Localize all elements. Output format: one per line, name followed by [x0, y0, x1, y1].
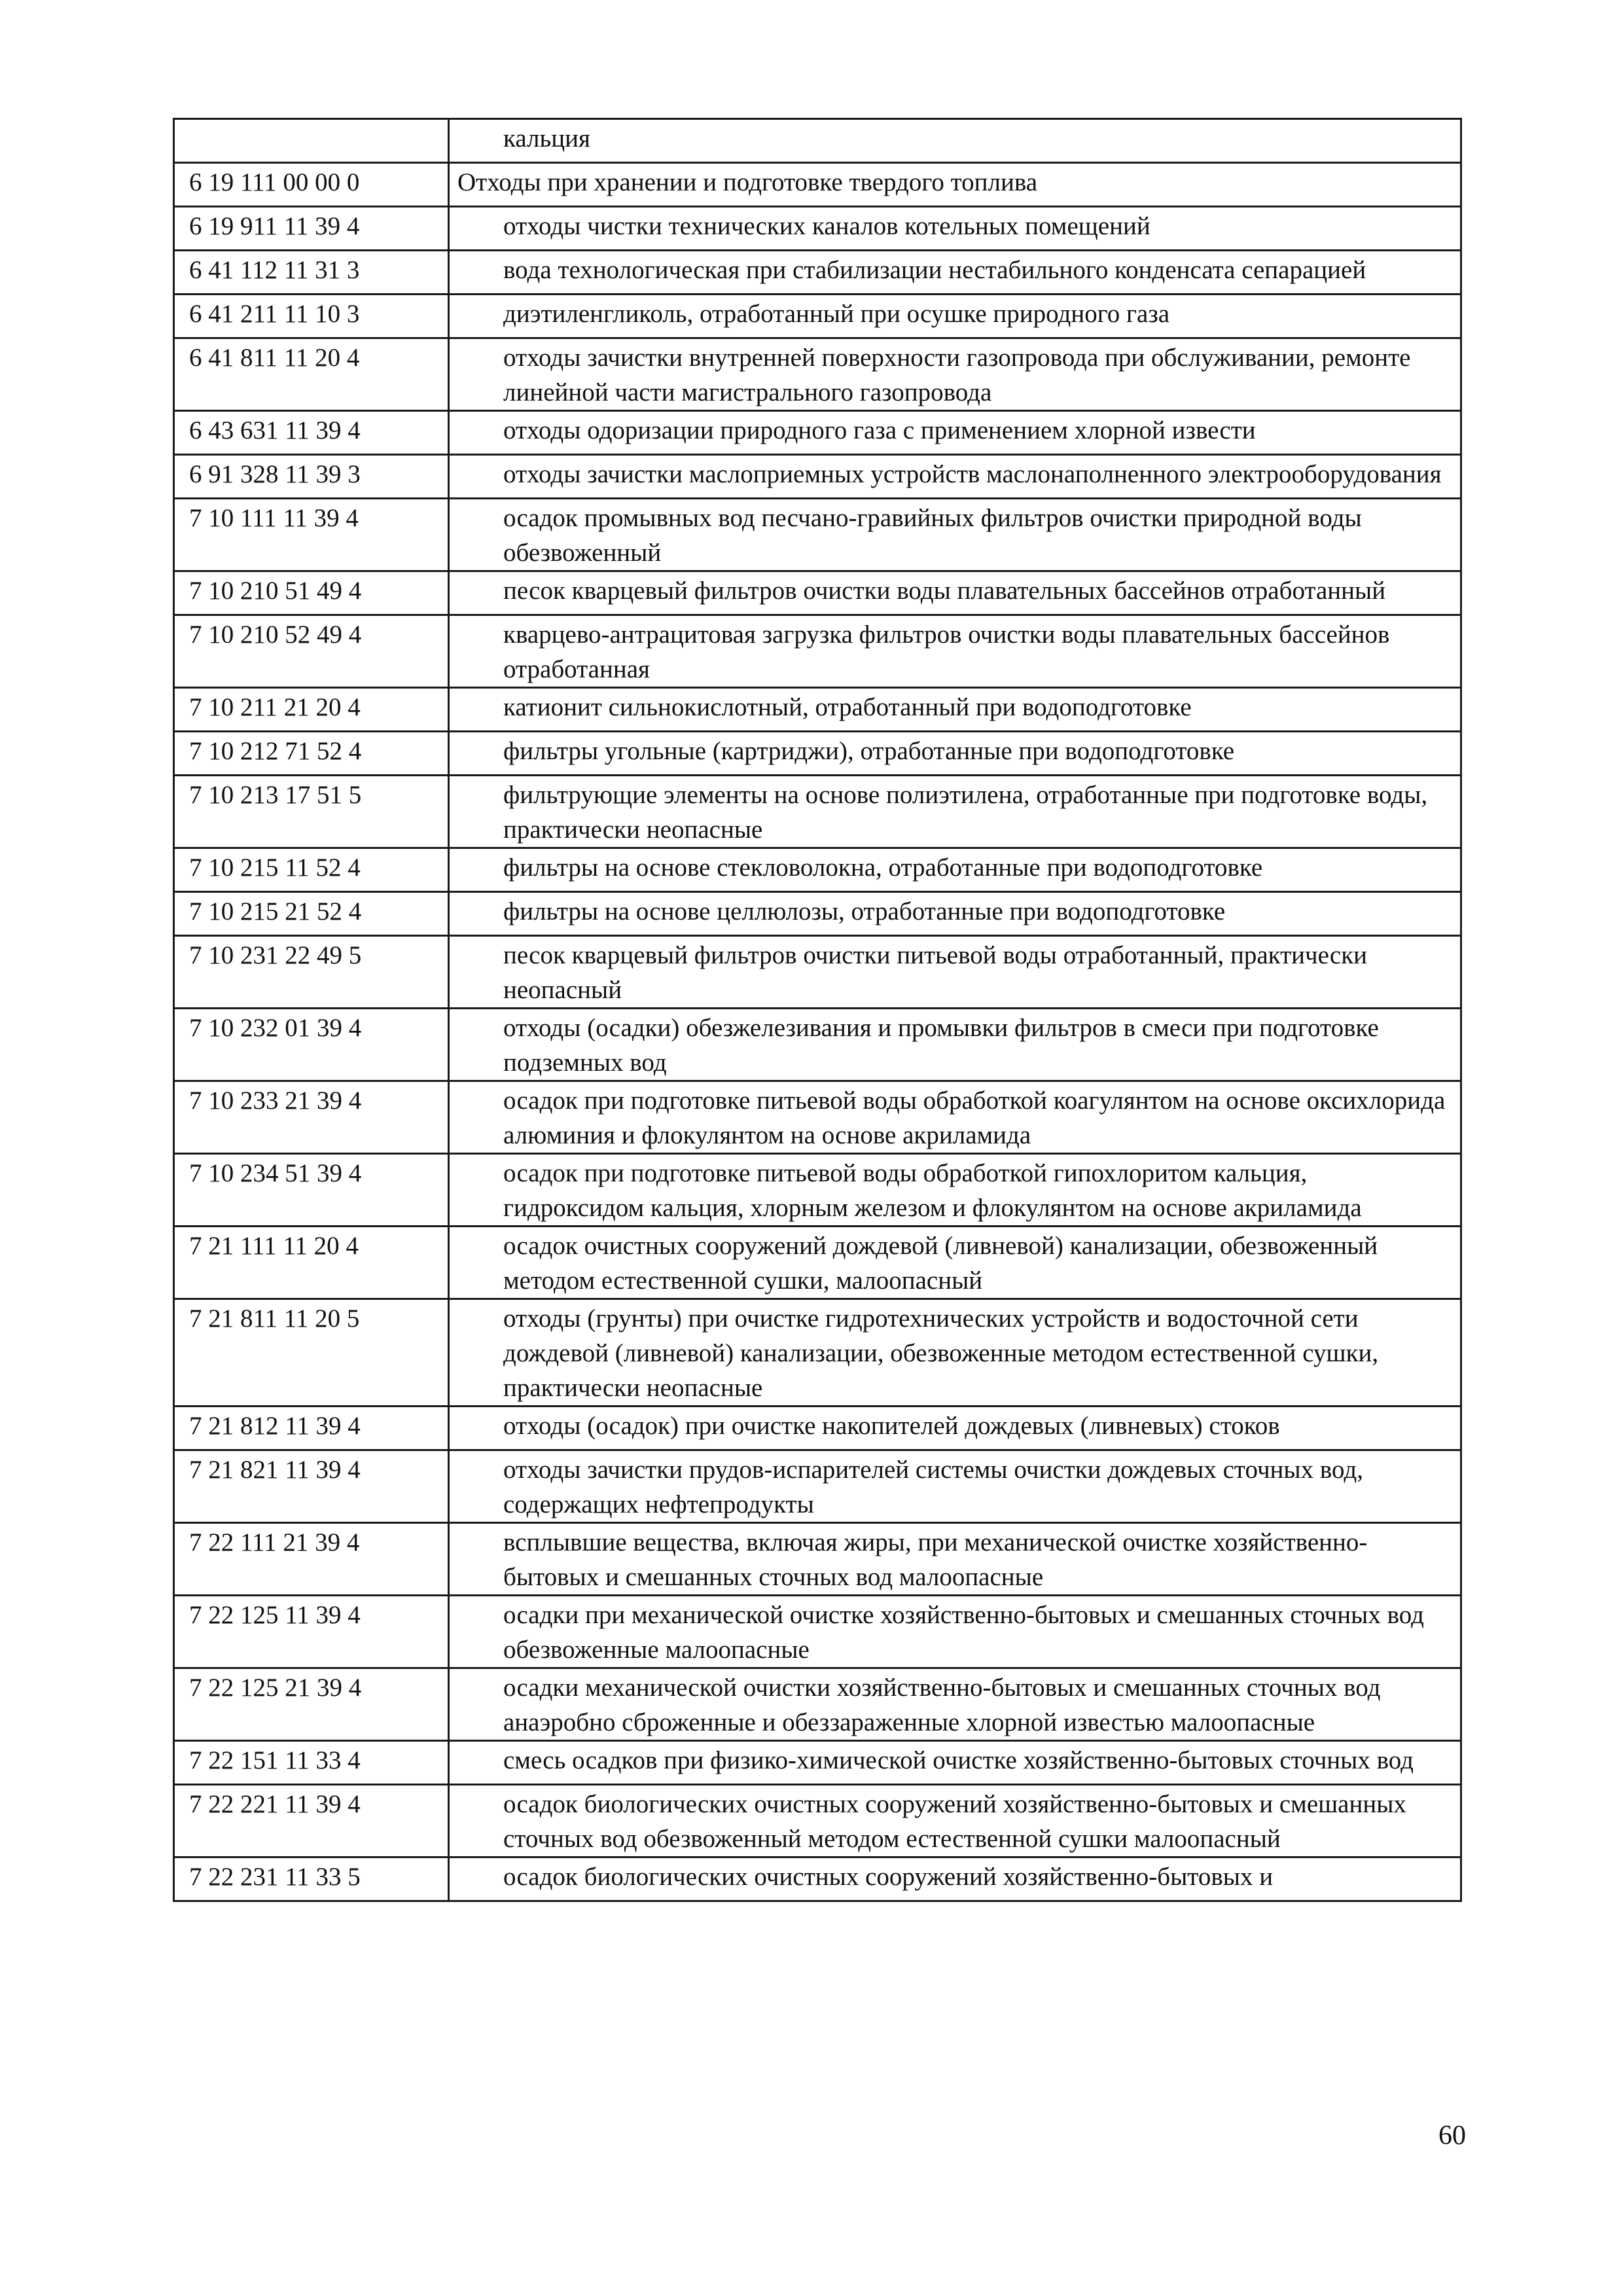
- waste-code-cell: 7 10 211 21 20 4: [174, 688, 449, 732]
- waste-code-cell: 6 43 631 11 39 4: [174, 411, 449, 455]
- page-number: 60: [1438, 2121, 1466, 2151]
- waste-code-cell: 6 41 211 11 10 3: [174, 295, 449, 338]
- table-row: [174, 1785, 1461, 1857]
- table-row: [174, 455, 1461, 499]
- waste-code-cell: [174, 119, 449, 163]
- waste-code-cell: 7 22 151 11 33 4: [174, 1741, 449, 1785]
- waste-description-cell: фильтры на основе целлюлозы, отработанные при водоподготовке: [449, 892, 1461, 936]
- waste-code-cell: 6 19 911 11 39 4: [174, 207, 449, 251]
- table-row: [174, 411, 1461, 455]
- table-row: [174, 1299, 1461, 1407]
- waste-code-cell: 7 22 125 21 39 4: [174, 1668, 449, 1741]
- waste-code-cell: 7 22 125 11 39 4: [174, 1596, 449, 1668]
- waste-description-cell: отходы зачистки прудов-испарителей системы очистки дождевых сточных вод, содержащих нефтепродукты: [449, 1450, 1461, 1523]
- table-row: [174, 732, 1461, 776]
- table-row: [174, 1407, 1461, 1450]
- waste-code-cell: 7 10 212 71 52 4: [174, 732, 449, 776]
- table-row: [174, 1741, 1461, 1785]
- table-row: [174, 615, 1461, 688]
- waste-description-cell: отходы зачистки маслоприемных устройств маслонаполненного электрооборудования: [449, 455, 1461, 499]
- waste-description-cell: отходы (осадки) обезжелезивания и промывки фильтров в смеси при подготовке подземных вод: [449, 1009, 1461, 1081]
- table-row: [174, 1668, 1461, 1741]
- waste-code-cell: 7 10 210 52 49 4: [174, 615, 449, 688]
- waste-description-cell: кальция: [449, 119, 1461, 163]
- table-row: [174, 251, 1461, 295]
- waste-description-cell: фильтры на основе стекловолокна, отработанные при водоподготовке: [449, 848, 1461, 892]
- waste-description-cell: катионит сильнокислотный, отработанный при водоподготовке: [449, 688, 1461, 732]
- table-row: [174, 571, 1461, 615]
- table-row: [174, 1009, 1461, 1081]
- waste-description-cell: кварцево-антрацитовая загрузка фильтров очистки воды плавательных бассейнов отработанная: [449, 615, 1461, 688]
- table-row: [174, 1450, 1461, 1523]
- table-row: [174, 119, 1461, 163]
- waste-description-cell: осадки механической очистки хозяйственно-бытовых и смешанных сточных вод анаэробно сброженные и обеззараженные хлорной известью малоопасные: [449, 1668, 1461, 1741]
- waste-description-cell: фильтры угольные (картриджи), отработанные при водоподготовке: [449, 732, 1461, 776]
- waste-code-cell: 6 41 811 11 20 4: [174, 338, 449, 411]
- table-row: [174, 936, 1461, 1009]
- table-row: [174, 1596, 1461, 1668]
- waste-code-cell: 7 10 231 22 49 5: [174, 936, 449, 1009]
- waste-code-cell: 7 21 811 11 20 5: [174, 1299, 449, 1407]
- table-body: [174, 119, 1461, 1901]
- waste-code-cell: 7 22 221 11 39 4: [174, 1785, 449, 1857]
- table-row: [174, 207, 1461, 251]
- waste-description-cell: отходы одоризации природного газа с применением хлорной извести: [449, 411, 1461, 455]
- table-row: [174, 163, 1461, 207]
- waste-description-cell: отходы зачистки внутренней поверхности газопровода при обслуживании, ремонте линейной части магистрального газопровода: [449, 338, 1461, 411]
- waste-group-title-cell: Отходы при хранении и подготовке твердого топлива: [449, 163, 1461, 207]
- waste-description-cell: осадок биологических очистных сооружений хозяйственно-бытовых и: [449, 1857, 1461, 1901]
- waste-description-cell: отходы (осадок) при очистке накопителей дождевых (ливневых) стоков: [449, 1407, 1461, 1450]
- waste-description-cell: вода технологическая при стабилизации нестабильного конденсата сепарацией: [449, 251, 1461, 295]
- waste-code-cell: 7 21 812 11 39 4: [174, 1407, 449, 1450]
- waste-code-cell: 7 22 231 11 33 5: [174, 1857, 449, 1901]
- waste-description-cell: осадок очистных сооружений дождевой (ливневой) канализации, обезвоженный методом естественной сушки, малоопасный: [449, 1227, 1461, 1299]
- waste-code-cell: 7 10 233 21 39 4: [174, 1081, 449, 1154]
- waste-code-cell: 7 10 215 11 52 4: [174, 848, 449, 892]
- table-row: [174, 776, 1461, 848]
- waste-code-cell: 7 22 111 21 39 4: [174, 1523, 449, 1596]
- waste-description-cell: смесь осадков при физико-химической очистке хозяйственно-бытовых сточных вод: [449, 1741, 1461, 1785]
- waste-description-cell: осадок промывных вод песчано-гравийных фильтров очистки природной воды обезвоженный: [449, 499, 1461, 571]
- table-row: [174, 1081, 1461, 1154]
- waste-description-cell: осадок при подготовке питьевой воды обработкой гипохлоритом кальция, гидроксидом кальция, хлорным железом и флокулянтом на основе акриламида: [449, 1154, 1461, 1227]
- waste-description-cell: осадок при подготовке питьевой воды обработкой коагулянтом на основе оксихлорида алюминия и флокулянтом на основе акриламида: [449, 1081, 1461, 1154]
- table-row: [174, 688, 1461, 732]
- table-row: [174, 1523, 1461, 1596]
- waste-code-cell: 7 10 111 11 39 4: [174, 499, 449, 571]
- waste-description-cell: диэтиленгликоль, отработанный при осушке природного газа: [449, 295, 1461, 338]
- waste-code-table: [173, 118, 1462, 1902]
- waste-description-cell: всплывшие вещества, включая жиры, при механической очистке хозяйственно-бытовых и смешанных сточных вод малоопасные: [449, 1523, 1461, 1596]
- waste-description-cell: отходы чистки технических каналов котельных помещений: [449, 207, 1461, 251]
- waste-code-cell: 7 21 111 11 20 4: [174, 1227, 449, 1299]
- waste-code-cell: 7 10 215 21 52 4: [174, 892, 449, 936]
- waste-code-cell: 7 10 232 01 39 4: [174, 1009, 449, 1081]
- waste-description-cell: песок кварцевый фильтров очистки питьевой воды отработанный, практически неопасный: [449, 936, 1461, 1009]
- waste-description-cell: фильтрующие элементы на основе полиэтилена, отработанные при подготовке воды, практически неопасные: [449, 776, 1461, 848]
- waste-code-cell: 7 10 210 51 49 4: [174, 571, 449, 615]
- waste-description-cell: осадки при механической очистке хозяйственно-бытовых и смешанных сточных вод обезвоженные малоопасные: [449, 1596, 1461, 1668]
- waste-code-cell: 7 21 821 11 39 4: [174, 1450, 449, 1523]
- table-row: [174, 1227, 1461, 1299]
- table-row: [174, 338, 1461, 411]
- table-row: [174, 1857, 1461, 1901]
- waste-code-cell: 6 19 111 00 00 0: [174, 163, 449, 207]
- waste-description-cell: отходы (грунты) при очистке гидротехнических устройств и водосточной сети дождевой (ливневой) канализации, обезвоженные методом естественной сушки, практически неопасные: [449, 1299, 1461, 1407]
- table-row: [174, 295, 1461, 338]
- waste-description-cell: осадок биологических очистных сооружений хозяйственно-бытовых и смешанных сточных вод обезвоженный методом естественной сушки малоопасный: [449, 1785, 1461, 1857]
- table-row: [174, 499, 1461, 571]
- waste-code-cell: 7 10 213 17 51 5: [174, 776, 449, 848]
- waste-code-cell: 7 10 234 51 39 4: [174, 1154, 449, 1227]
- table-row: [174, 1154, 1461, 1227]
- waste-code-cell: 6 41 112 11 31 3: [174, 251, 449, 295]
- waste-code-cell: 6 91 328 11 39 3: [174, 455, 449, 499]
- waste-description-cell: песок кварцевый фильтров очистки воды плавательных бассейнов отработанный: [449, 571, 1461, 615]
- table-row: [174, 892, 1461, 936]
- table-row: [174, 848, 1461, 892]
